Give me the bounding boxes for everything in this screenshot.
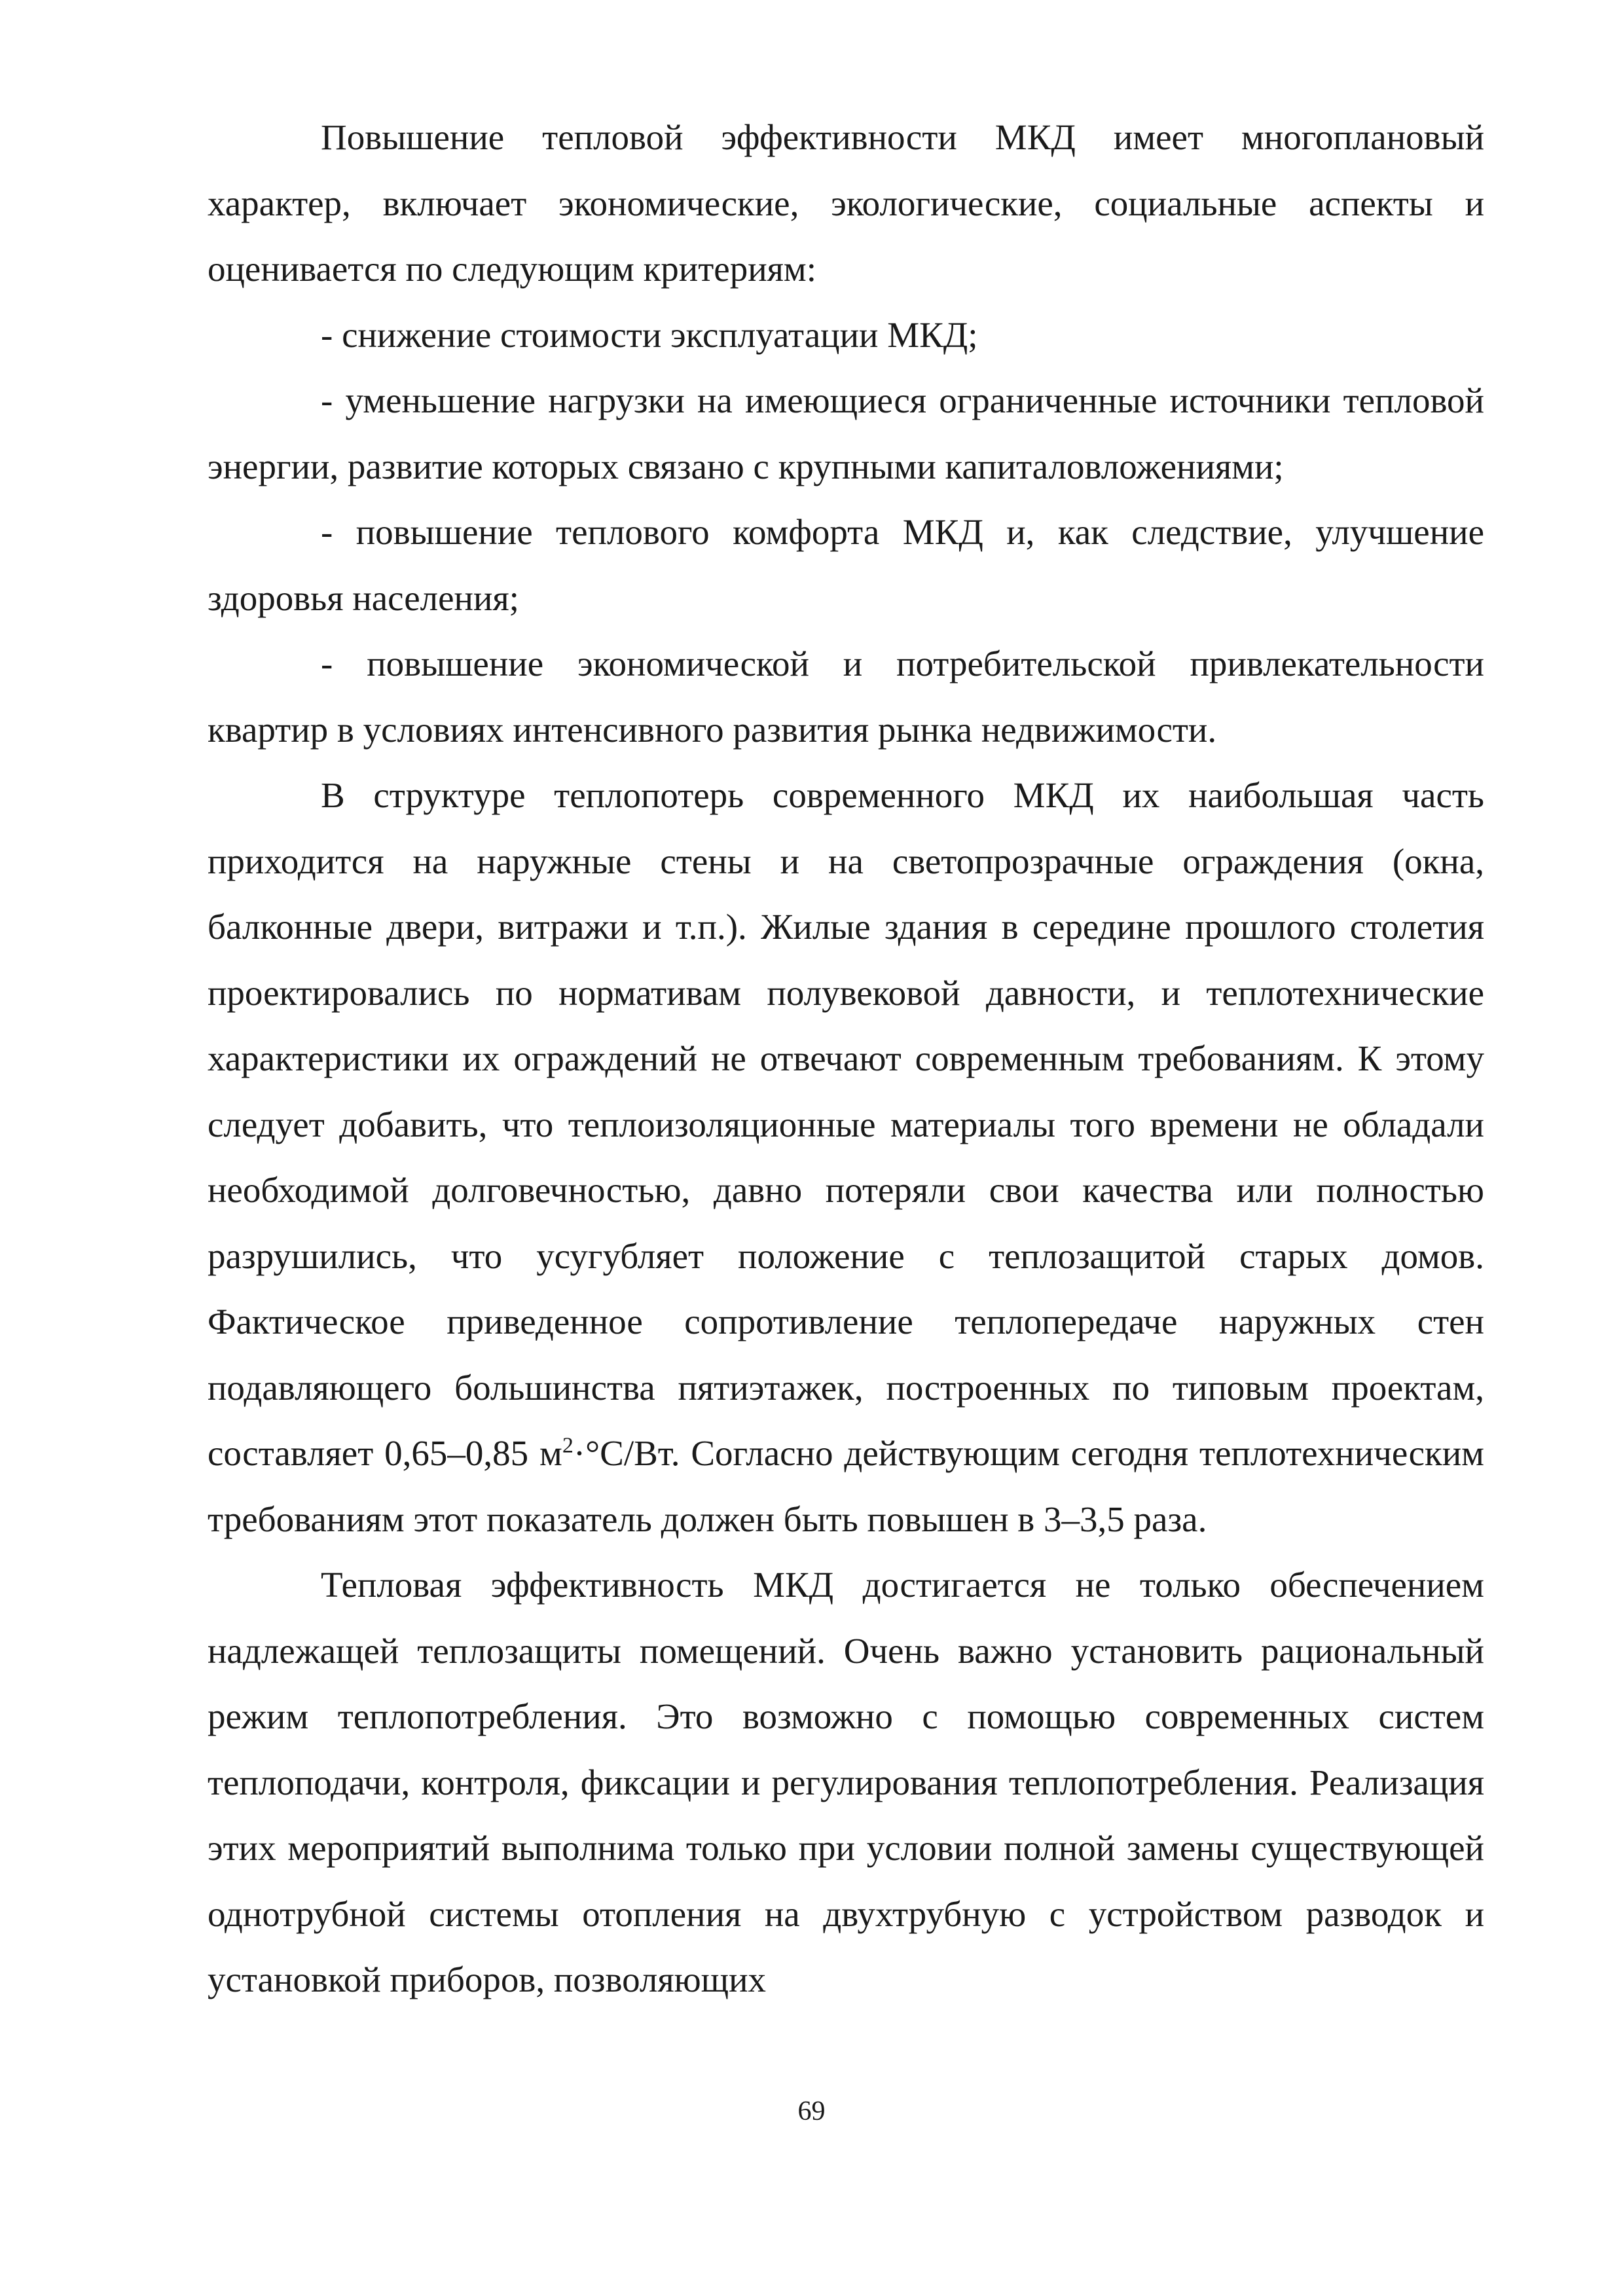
bullet-item-4: - повышение экономической и потребительской привлекательности квартир в условиях интенсивного развития рынка недвижимости. (208, 644, 1484, 750)
body-text (208, 105, 1484, 2013)
paragraph-heat-loss-end: ·°С/Вт. Согласно действующим сегодня теплотехническим требованиям этот показатель должен быть повышен в 3–3,5 раза. (208, 1433, 1484, 1539)
paragraph-intro: Повышение тепловой эффективности МКД имеет многоплановый характер, включает экономические, экологические, социальные аспекты и оценивается по следующим критериям: (208, 117, 1484, 289)
bullet-item-3: - повышение теплового комфорта МКД и, как следствие, улучшение здоровья населения; (208, 512, 1484, 618)
bullet-item-2: - уменьшение нагрузки на имеющиеся ограниченные источники тепловой энергии, развитие которых связано с крупными капиталовложениями; (208, 380, 1484, 486)
page-number: 69 (797, 2096, 826, 2126)
paragraph-efficiency: Тепловая эффективность МКД достигается не только обеспечением надлежащей теплозащиты помещений. Очень важно установить рациональный режим теплопотребления. Это возможно с помощью современных систем теплоподачи, контроля, фиксации и регулирования теплопотребления. Реализация этих мероприятий выполнима только при условии полной замены существующей однотрубной системы отопления на двухтрубную с устройством разводок и установкой приборов, позволяющих (208, 1565, 1484, 1999)
paragraph-heat-loss-start: В структуре теплопотерь современного МКД их наибольшая часть приходится на наружные стены и на светопрозрачные ограждения (окна, балконные двери, витражи и т.п.). Жилые здания в середине прошлого столетия проектировались по нормативам полувековой давности, и теплотехнические характеристики их ограждений не отвечают современным требованиям. К этому следует добавить, что теплоизоляционные материалы того времени не обладали необходимой долговечностью, давно потеряли свои качества или полностью разрушились, что усугубляет положение с теплозащитой старых домов. Фактическое приведенное сопротивление теплопередаче наружных стен подавляющего большинства пятиэтажек, построенных по типовым проектам, составляет 0,65–0,85 м (208, 775, 1484, 1473)
paragraph-heat-loss (208, 763, 1484, 1552)
superscript-2: 2 (562, 1433, 574, 1458)
bullet-item-1: - снижение стоимости эксплуатации МКД; (321, 314, 978, 355)
